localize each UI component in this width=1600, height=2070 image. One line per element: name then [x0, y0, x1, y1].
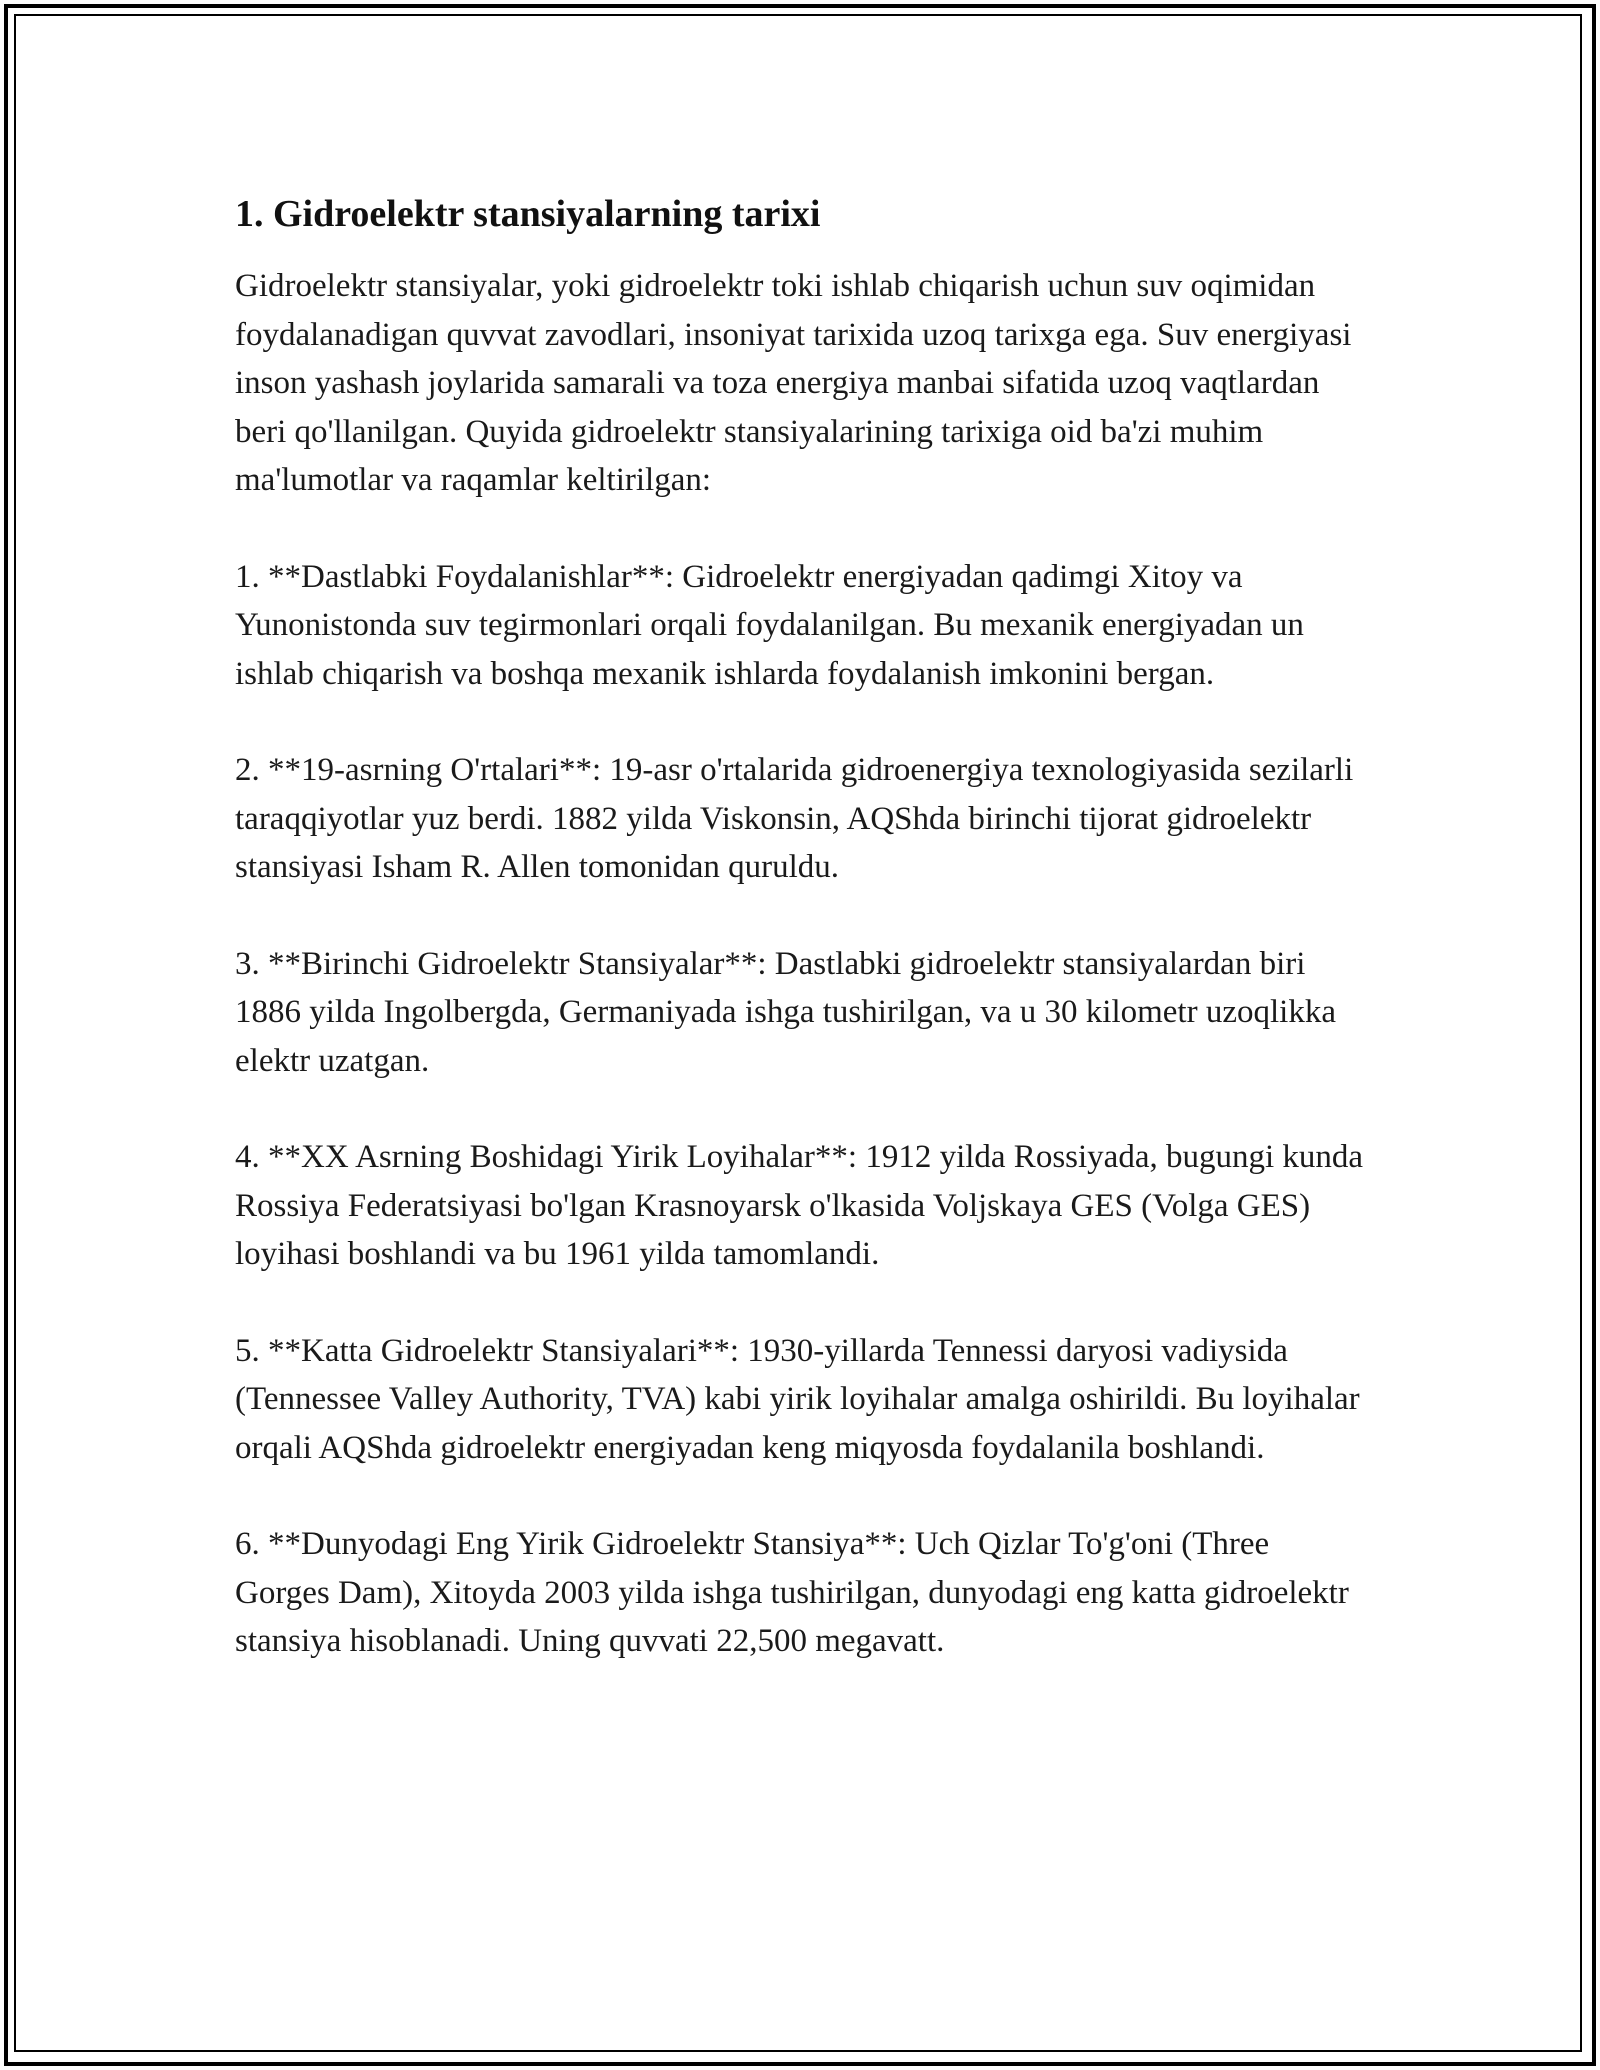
- list-item-5: 5. **Katta Gidroelektr Stansiyalari**: 1930-yillarda Tennessi daryosi vadiysida (Tennessee Valley Authority, TVA) kabi yirik loyihalar amalga oshirildi. Bu loyihalar orqali AQShda gidroelektr energiyadan keng miqyosda foydalanila boshlandi.: [235, 1332, 1360, 1466]
- intro-paragraph: Gidroelektr stansiyalar, yoki gidroelektr toki ishlab chiqarish uchun suv oqimidan foydalanadigan quvvat zavodlari, insoniyat tarixida uzoq tarixga ega. Suv energiyasi inson yashash joylarida samarali va toza energiya manbai sifatida uzoq vaqtlardan beri qo'llanilgan. Quyida gidroelektr stansiyalarining tarixiga oid ba'zi muhim ma'lumotlar va raqamlar keltirilgan:: [235, 268, 1352, 498]
- document-body: [235, 188, 1370, 1666]
- list-item-1: 1. **Dastlabki Foydalanishlar**: Gidroelektr energiyadan qadimgi Xitoy va Yunonistonda suv tegirmonlari orqali foydalanilgan. Bu mexanik energiyadan un ishlab chiqarish va boshqa mexanik ishlarda foydalanish imkonini bergan.: [235, 558, 1304, 692]
- list-item-2: 2. **19-asrning O'rtalari**: 19-asr o'rtalarida gidroenergiya texnologiyasida sezilarli taraqqiyotlar yuz berdi. 1882 yilda Viskonsin, AQShda birinchi tijorat gidroelektr stansiyasi Isham R. Allen tomonidan quruldu.: [235, 752, 1354, 885]
- list-item-6: 6. **Dunyodagi Eng Yirik Gidroelektr Stansiya**: Uch Qizlar To'g'oni (Three Gorges Dam), Xitoyda 2003 yilda ishga tushirilgan, dunyodagi eng katta gidroelektr stansiya hisoblanadi. Uning quvvati 22,500 megavatt.: [235, 1526, 1349, 1659]
- list-item-3: 3. **Birinchi Gidroelektr Stansiyalar**: Dastlabki gidroelektr stansiyalardan biri 1886 yilda Ingolbergda, Germaniyada ishga tushirilgan, va u 30 kilometr uzoqlikka elektr uzatgan.: [235, 945, 1336, 1079]
- section-heading: 1. Gidroelektr stansiyalarning tarixi: [235, 193, 821, 235]
- list-item-4: 4. **XX Asrning Boshidagi Yirik Loyihalar**: 1912 yilda Rossiyada, bugungi kunda Rossiya Federatsiyasi bo'lgan Krasnoyarsk o'lkasida Voljskaya GES (Volga GES) loyihasi boshlandi va bu 1961 yilda tamomlandi.: [235, 1139, 1364, 1272]
